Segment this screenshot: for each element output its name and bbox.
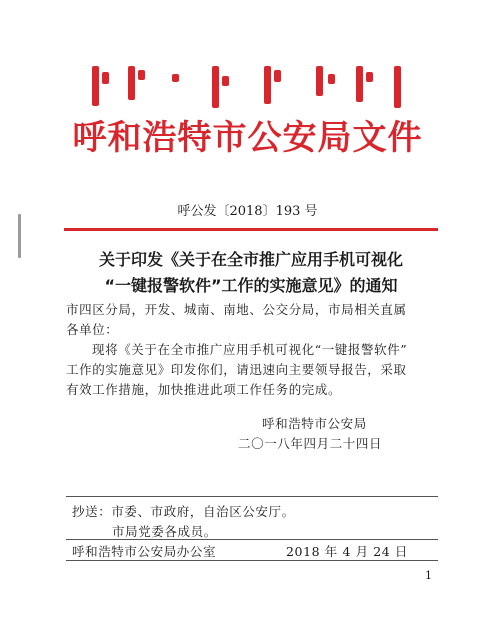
body-paragraph-line-3: 有效工作措施，加快推进此项工作任务的完成。 [66, 382, 342, 397]
footer-rule-middle [66, 539, 438, 540]
body-paragraph-line-1: 现将《关于在全市推广应用手机可视化“一键报警软件” [92, 342, 408, 357]
footer-rule-bottom [66, 560, 438, 561]
document-number: 呼公发〔2018〕193 号 [177, 204, 318, 219]
red-separator-line [64, 228, 438, 231]
binder-mark [18, 214, 21, 258]
issuing-office: 呼和浩特市公安局办公室 [72, 544, 217, 559]
signature-organization: 呼和浩特市公安局 [262, 416, 367, 431]
addressee-line-2: 各单位： [66, 322, 119, 337]
mongolian-script-heading [88, 66, 408, 110]
issuer-title: 呼和浩特市公安局文件 [72, 118, 423, 158]
addressee-line-1: 市四区分局，开发、城南、南地、公交分局，市局相关直属 [66, 302, 407, 317]
footer-rule-top [66, 496, 438, 497]
document-title-line-2: “一键报警软件”工作的实施意见》的通知 [104, 276, 398, 295]
body-paragraph-line-2: 工作的实施意见》印发你们，请迅速向主要领导报告，采取 [66, 362, 407, 377]
cc-line-2: 市局党委各成员。 [112, 524, 217, 539]
page-number: 1 [425, 569, 432, 582]
document-title-line-1: 关于印发《关于在全市推广应用手机可视化 [98, 250, 403, 269]
cc-line-1: 抄送：市委、市政府，自治区公安厅。 [72, 504, 295, 519]
signature-date: 二〇一八年四月二十四日 [238, 436, 383, 451]
print-date: 2018 年 4 月 24 日 [286, 544, 409, 559]
